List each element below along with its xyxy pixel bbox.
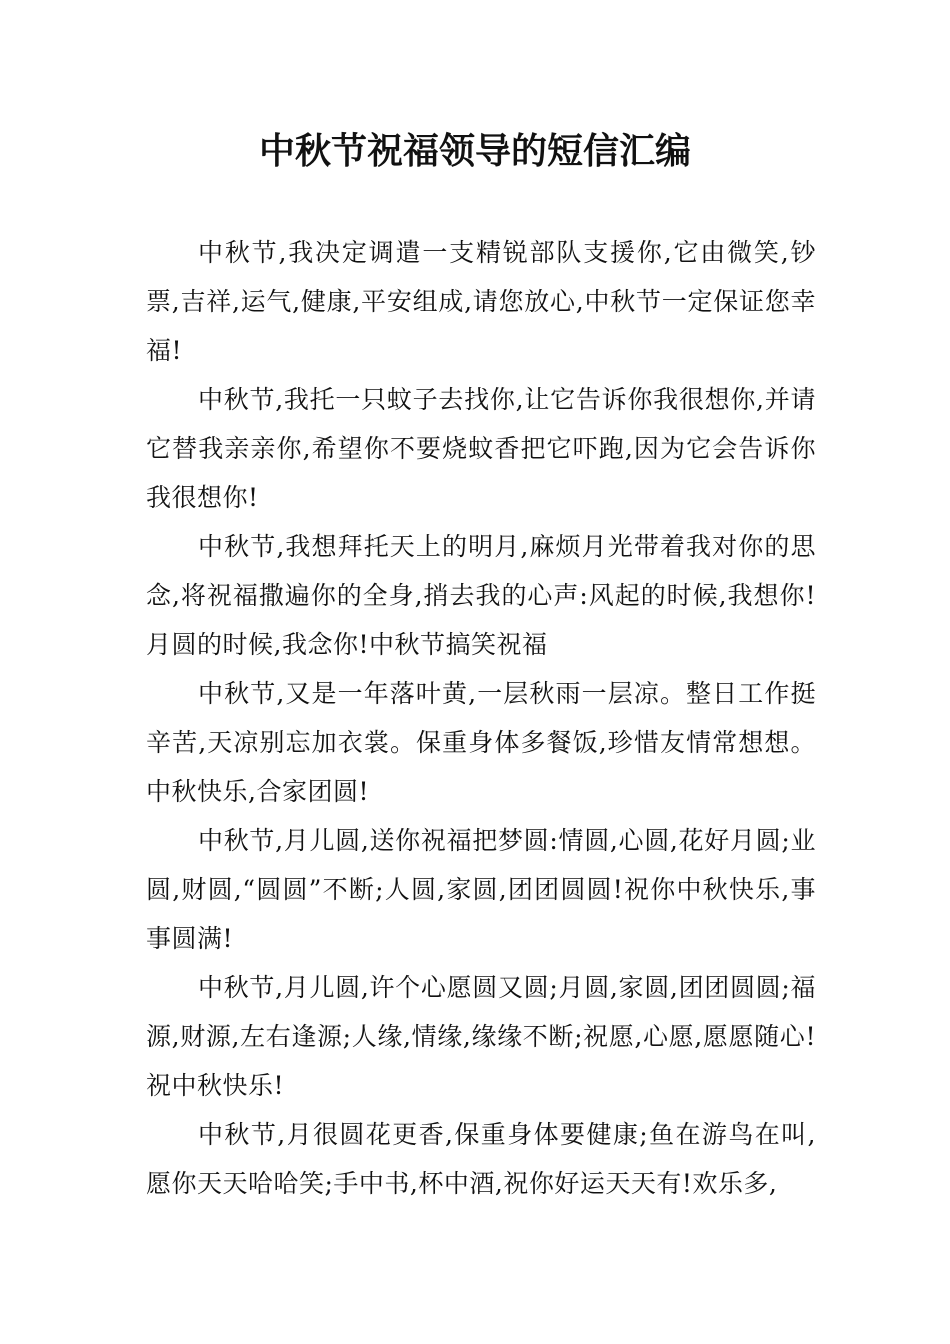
paragraph-2: 中秋节,我托一只蚊子去找你,让它告诉你我很想你,并请它替我亲亲你,希望你不要烧蚊香把它吓跑,因为它会告诉你我很想你! (146, 385, 816, 512)
paragraph-1: 中秋节,我决定调遣一支精锐部队支援你,它由微笑,钞票,吉祥,运气,健康,平安组成,请您放心,中秋节一定保证您幸福! (146, 238, 816, 365)
paragraph-4: 中秋节,又是一年落叶黄,一层秋雨一层凉。整日工作挺辛苦,天凉别忘加衣裳。保重身体多餐饭,珍惜友情常想想。中秋快乐,合家团圆! (146, 679, 816, 806)
document-title: 中秋节祝福领导的短信汇编 (258, 131, 691, 172)
paragraph-7: 中秋节,月很圆花更香,保重身体要健康;鱼在游鸟在叫,愿你天天哈哈笑;手中书,杯中酒,祝你好运天天有!欢乐多, (146, 1120, 816, 1198)
paragraph-5: 中秋节,月儿圆,送你祝福把梦圆:情圆,心圆,花好月圆;业圆,财圆,“圆圆”不断;人圆,家圆,团团圆圆!祝你中秋快乐,事事圆满! (146, 826, 816, 953)
document-body (146, 228, 816, 1208)
paragraph-6: 中秋节,月儿圆,许个心愿圆又圆;月圆,家圆,团团圆圆;福源,财源,左右逢源;人缘,情缘,缘缘不断;祝愿,心愿,愿愿随心!祝中秋快乐! (146, 973, 816, 1100)
paragraph-3: 中秋节,我想拜托天上的明月,麻烦月光带着我对你的思念,将祝福撒遍你的全身,捎去我的心声:风起的时候,我想你!月圆的时候,我念你!中秋节搞笑祝福 (146, 532, 816, 659)
